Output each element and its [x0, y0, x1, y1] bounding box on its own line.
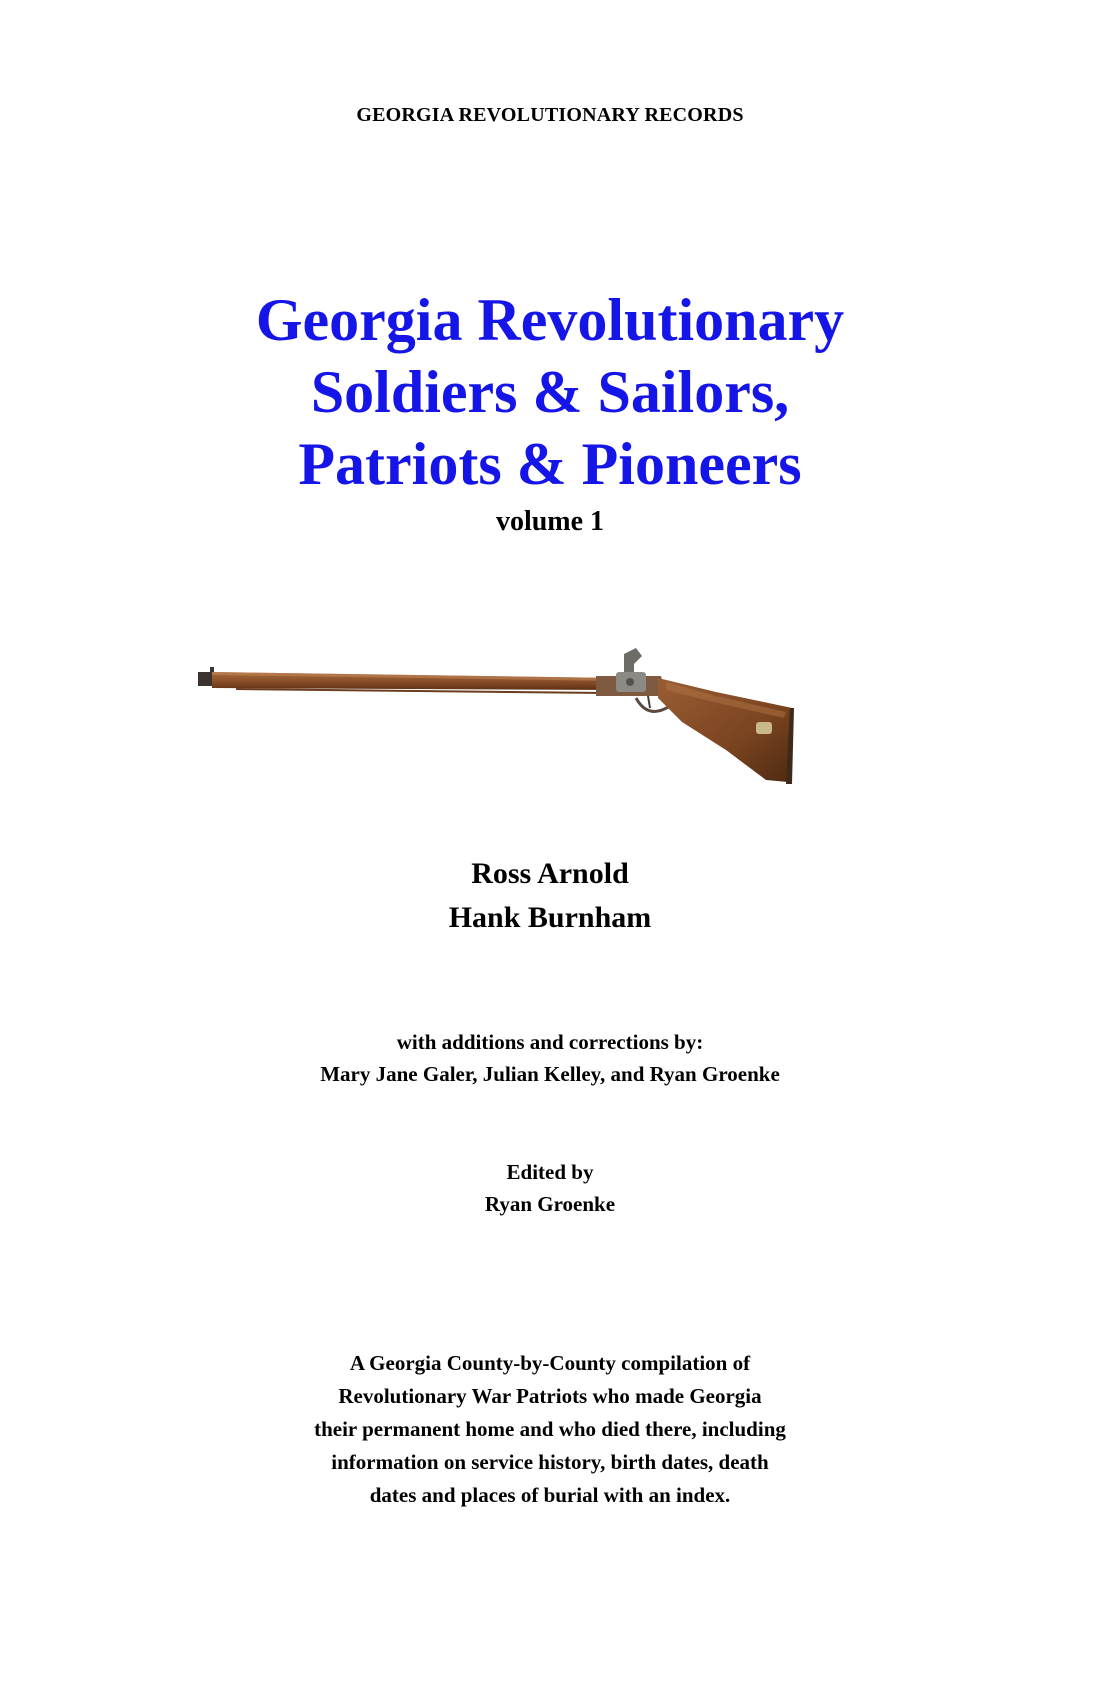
- authors: [0, 852, 1100, 940]
- volume-label: volume 1: [495, 506, 605, 537]
- description-line: their permanent home and who died there, including: [314, 1417, 786, 1441]
- author-name: Hank Burnham: [448, 901, 652, 934]
- description-line: A Georgia County-by-County compilation of: [349, 1351, 751, 1375]
- editor-credit: [0, 1156, 1100, 1220]
- description-line: Revolutionary War Patriots who made Georgia: [338, 1384, 762, 1408]
- flintlock-rifle-icon: [196, 642, 800, 792]
- book-title: [0, 284, 1100, 500]
- author-name: Ross Arnold: [471, 857, 629, 890]
- contributors-names: Mary Jane Galer, Julian Kelley, and Ryan Groenke: [320, 1062, 780, 1086]
- description-line: dates and places of burial with an index.: [369, 1483, 731, 1507]
- book-description: [0, 1347, 1100, 1512]
- description-line: information on service history, birth dates, death: [331, 1450, 769, 1474]
- series-title: GEORGIA REVOLUTIONARY RECORDS: [356, 104, 744, 126]
- contributors: [0, 1026, 1100, 1090]
- editor-name: Ryan Groenke: [484, 1192, 616, 1216]
- title-line-2: Soldiers & Sailors,: [310, 359, 790, 425]
- editor-label: Edited by: [506, 1160, 594, 1184]
- contributors-heading: with additions and corrections by:: [396, 1030, 704, 1054]
- title-line-3: Patriots & Pioneers: [298, 431, 802, 497]
- title-line-1: Georgia Revolutionary: [255, 287, 845, 353]
